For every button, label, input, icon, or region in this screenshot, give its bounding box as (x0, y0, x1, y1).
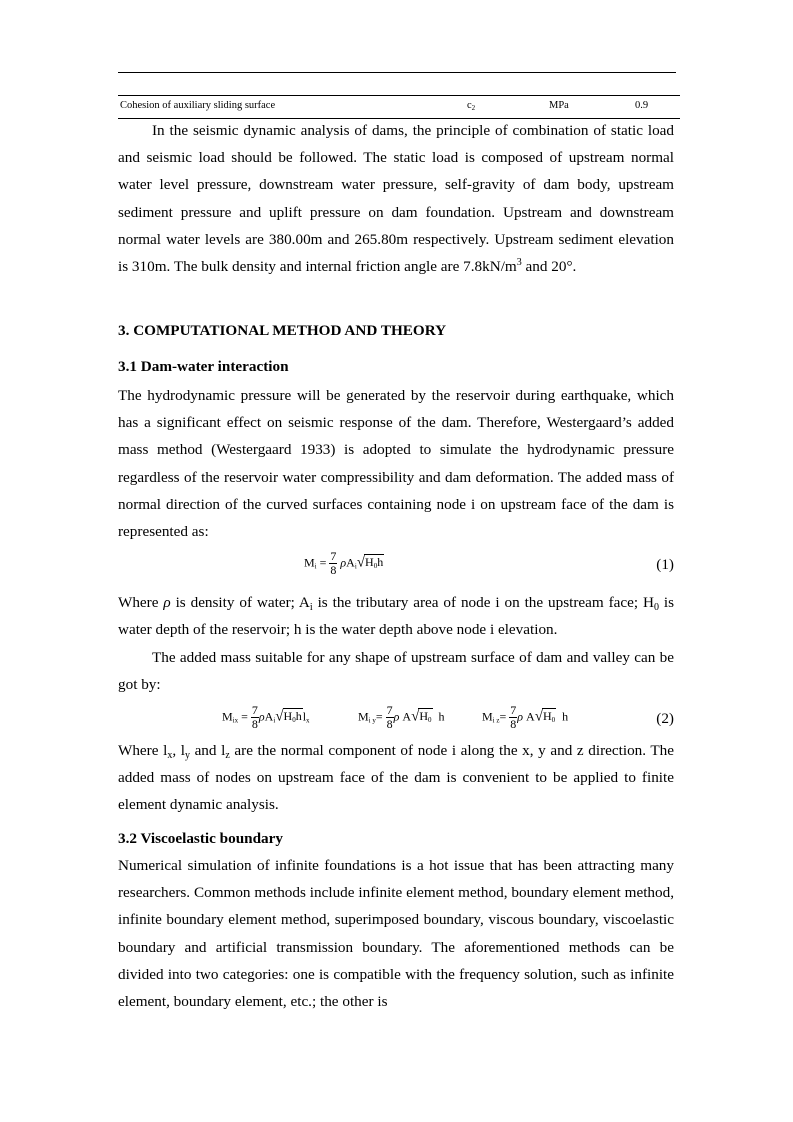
section-heading-3: 3. COMPUTATIONAL METHOD AND THEORY (118, 322, 447, 339)
equation-2: $M_{ix}$ = $\frac{7}{8}$ $\rho A_i√H_0hl_x$ $M_{i y}=$ $\frac{7}{8}$ ρ $A√H_0$ h $M_{i z}=$ $\frac{7}{8}$ ρ $A√H_0$ h (2) (222, 703, 674, 731)
section-heading-3-2: 3.2 Viscoelastic boundary (118, 830, 283, 847)
table-cell-symbol: $c_2$ (467, 100, 476, 112)
paragraph-normal-component: Where $l_x$, $l_y$ and $l_z$ are the normal component of node i along the x, y and z direction. The added mass of nodes on upstream face of the dam is convenient to be applied to finite element dynamic analysis. (118, 742, 674, 814)
table-cell-value: 0.9 (635, 100, 649, 111)
table-cell-unit: MPa (549, 100, 569, 111)
paragraph-where-rho: Where ρ is density of water; $A_i$ is the tributary area of node i on the upstream face; $H_0$ is water depth of the reservoir; h is the water depth above node i elevation. (118, 594, 674, 639)
section-heading-3-1: 3.1 Dam-water interaction (118, 358, 289, 375)
paragraph-static-load: In the seismic dynamic analysis of dams, the principle of combination of static load and seismic load should be followed. The static load is composed of upstream normal water level pressure, downstream water pressure, self-gravity of dam body, upstream sediment pressure and uplift pressure on dam foundation. Upstream and downstream normal water levels are 380.00m and 265.80m respectively. Upstream sediment elevation is 310m. The bulk density and internal friction angle are $7.8kN/m^3$ and 20°. (118, 122, 674, 276)
table-top-rule (118, 72, 676, 73)
table-cell-name: Cohesion of auxiliary sliding surface (120, 100, 276, 111)
equation-number: (1) (656, 556, 674, 573)
equation-number: (2) (656, 710, 674, 727)
paragraph-viscoelastic: Numerical simulation of infinite foundations is a hot issue that has been attracting many researchers. Common methods include infinite element method, boundary element method, infinite boundary element method, superimposed boundary, viscous boundary, viscoelastic boundary and artificial transmission boundary. The aforementioned methods can be divided into two categories: one is compatible with the frequency solution, such as infinite element, boundary element, etc.; the other is (118, 857, 674, 1011)
equation-1: $M_i$ = $\frac{7}{8}$ $\rho A_i√H_0h$ (1) (304, 549, 674, 577)
paragraph-added-mass: The added mass suitable for any shape of upstream surface of dam and valley can be got by: (118, 649, 674, 694)
paragraph-dam-water: The hydrodynamic pressure will be generated by the reservoir during earthquake, which has a significant effect on seismic response of the dam. Therefore, Westergaard’s added mass method (Westergaard 1933) is adopted to simulate the hydrodynamic pressure regardless of the reservoir water compressibility and dam deformation. The added mass of normal direction of the curved surfaces containing node i on upstream face of the dam is represented as: (118, 387, 674, 541)
table-row (118, 95, 680, 119)
